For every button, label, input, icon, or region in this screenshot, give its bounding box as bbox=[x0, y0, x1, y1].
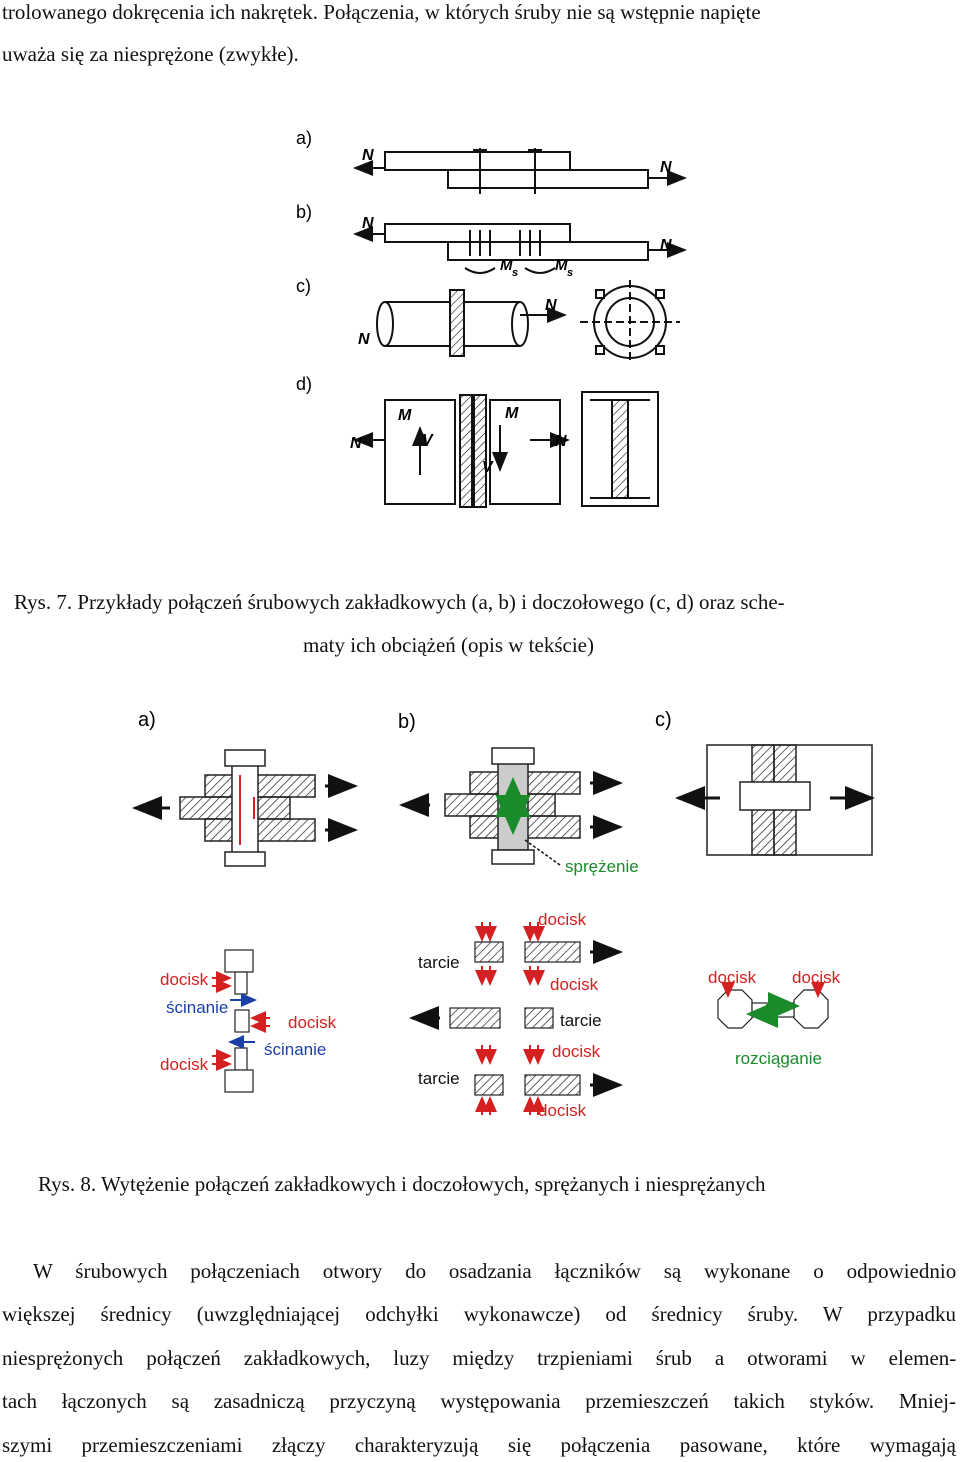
force-label-n: N bbox=[545, 297, 557, 314]
figure-8-drawing bbox=[130, 700, 875, 1130]
text-line: uważa się za niesprężone (zwykłe). bbox=[2, 42, 299, 66]
lap-joint-a bbox=[355, 148, 685, 194]
label-docisk: docisk bbox=[538, 910, 587, 929]
figure-7-caption: maty ich obciążeń (opis w tekście) bbox=[303, 633, 594, 657]
force-label-n: N bbox=[362, 147, 374, 164]
shear-label-v: V bbox=[422, 432, 433, 449]
lap-joint-b bbox=[355, 224, 685, 273]
bolt-joint-a bbox=[135, 750, 355, 866]
force-label-n: N bbox=[555, 433, 567, 450]
moment-sub: s bbox=[567, 267, 574, 279]
panel-label-c: c) bbox=[655, 709, 672, 731]
label-sprezenie: sprężenie bbox=[565, 857, 639, 876]
panel-label-b: b) bbox=[296, 202, 313, 222]
paragraph-line: tach łączonych są zasadniczą przyczyną występowania przemieszczeń takich styków. Mniej- bbox=[2, 1389, 956, 1413]
label-tarcie: tarcie bbox=[418, 953, 460, 972]
moment-label-ms: M bbox=[500, 257, 513, 274]
bolt-joint-c bbox=[678, 745, 872, 855]
moment-label-m: M bbox=[505, 405, 519, 422]
moment-label-m: M bbox=[398, 407, 412, 424]
text-line: trolowanego dokręcenia ich nakrętek. Połączenia, w których śruby nie są wstępnie napięte bbox=[2, 0, 761, 24]
panel-label-c: c) bbox=[296, 276, 311, 296]
figure-7-drawing bbox=[290, 110, 700, 530]
panel-label-b: b) bbox=[398, 711, 416, 733]
moment-sub: s bbox=[512, 267, 519, 279]
panel-label-d: d) bbox=[296, 374, 313, 394]
force-label-n: N bbox=[350, 435, 362, 452]
label-docisk: docisk bbox=[792, 968, 841, 987]
label-tarcie: tarcie bbox=[418, 1069, 460, 1088]
label-rozciaganie: rozciąganie bbox=[735, 1049, 822, 1068]
panel-label-a: a) bbox=[296, 128, 313, 148]
label-scinanie: ścinanie bbox=[264, 1040, 327, 1059]
tension-diagram bbox=[718, 983, 828, 1028]
flange-joint-c bbox=[377, 280, 680, 364]
label-docisk: docisk bbox=[552, 1042, 601, 1061]
shear-label-v: V bbox=[482, 459, 493, 476]
force-label-n: N bbox=[660, 237, 672, 254]
force-label-n: N bbox=[362, 215, 374, 232]
label-scinanie: ścinanie bbox=[166, 998, 229, 1017]
bolt-joint-b bbox=[402, 748, 620, 865]
label-docisk: docisk bbox=[160, 970, 209, 989]
paragraph-line: większej średnicy (uwzględniającej odchyłki wykonawcze) od średnicy śruby. W przypadku bbox=[2, 1302, 956, 1326]
paragraph-line: niesprężonych połączeń zakładkowych, luzy między trzpieniami śrub a otworami w elemen- bbox=[2, 1346, 957, 1370]
label-tarcie: tarcie bbox=[560, 1011, 602, 1030]
paragraph-line: W śrubowych połączeniach otwory do osadzania łączników są wykonane o odpowiednio bbox=[33, 1259, 957, 1283]
force-label-n: N bbox=[358, 331, 370, 348]
bearing-shear-diagram bbox=[212, 950, 270, 1092]
label-docisk: docisk bbox=[708, 968, 757, 987]
label-docisk: docisk bbox=[550, 975, 599, 994]
paragraph-line: szymi przemieszczeniami złączy charakteryzują się połączenia pasowane, które wymagają bbox=[2, 1433, 956, 1457]
force-label-n: N bbox=[660, 159, 672, 176]
panel-label-a: a) bbox=[138, 709, 156, 731]
figure-7-caption: Rys. 7. Przykłady połączeń śrubowych zakładkowych (a, b) i doczołowego (c, d) oraz sche- bbox=[14, 590, 785, 614]
label-docisk: docisk bbox=[160, 1055, 209, 1074]
figure-8-caption: Rys. 8. Wytężenie połączeń zakładkowych i doczołowych, sprężanych i niesprężanych bbox=[38, 1172, 766, 1196]
moment-label-ms: M bbox=[555, 257, 568, 274]
label-docisk: docisk bbox=[288, 1013, 337, 1032]
label-docisk: docisk bbox=[538, 1101, 587, 1120]
